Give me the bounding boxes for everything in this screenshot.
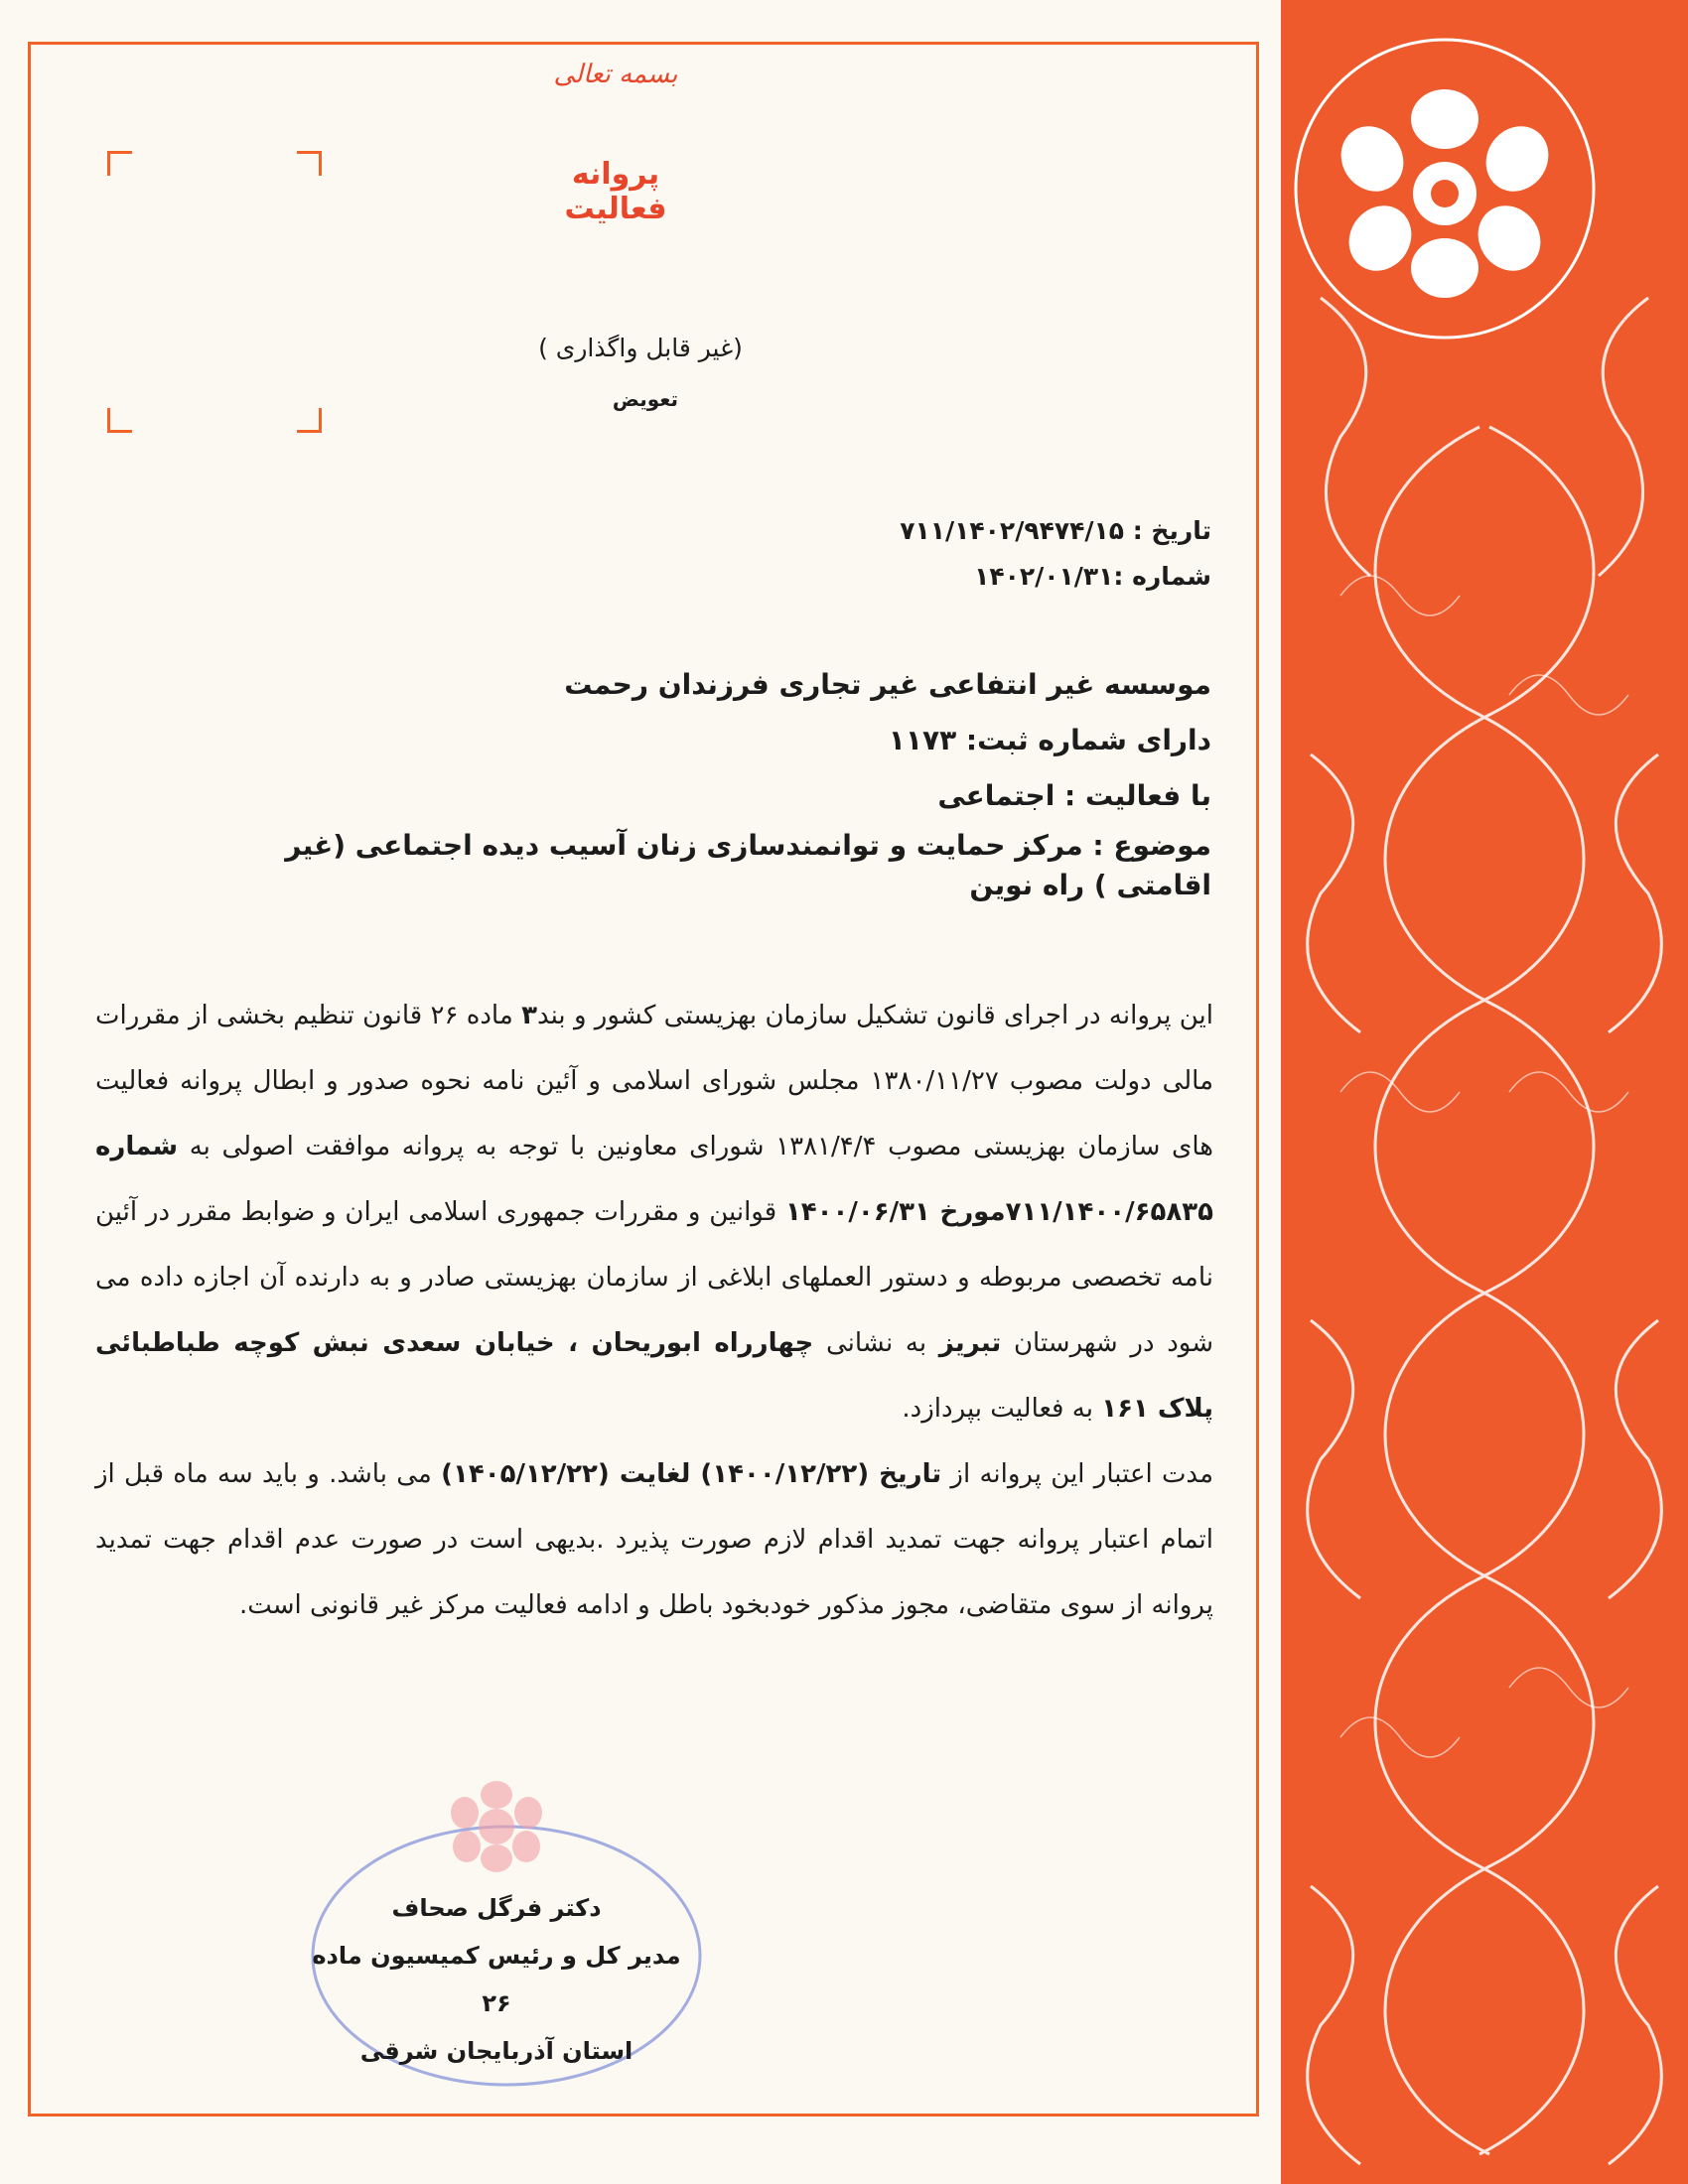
photo-corner-bottom-right — [297, 408, 322, 433]
p2-text-1: مدت اعتبار این پروانه از — [941, 1459, 1214, 1489]
license-body — [95, 983, 1213, 1638]
non-transferable-note: (غیر قابل واگذاری ) — [538, 334, 743, 362]
replacement-label: تعویض — [612, 387, 679, 411]
photo-placeholder — [107, 151, 322, 433]
registration-number: دارای شماره ثبت: ۱۱۷۳ — [888, 724, 1211, 756]
signatory-position: مدیر کل و رئیس کمیسیون ماده ۲۶ — [312, 1942, 681, 2017]
document-title: پروانه فعالیت — [564, 157, 667, 226]
p1-text-3: قوانین و مقررات جمهوری اسلامی ایران و ضوابط مقرر در آئین نامه تخصصی مربوطه و دستور العملهای ابلاغی از سازمان بهزیستی صادر و به دارنده آن اجازه داده می شود در شهرستان — [95, 1197, 1214, 1358]
subject-line: موضوع : مرکز حمایت و توانمندسازی زنان آسیب دیده اجتماعی (غیر اقامتی ) راه نوین — [285, 829, 1211, 901]
signatory-name: دکتر فرگل صحاف — [391, 1894, 602, 1922]
p1-text-4: به نشانی — [813, 1328, 939, 1358]
organization-emblem-icon — [1281, 0, 1609, 377]
p1-text-5: به فعالیت بپردازد. — [902, 1394, 1102, 1424]
p1-address: چهارراه ابوریحان ، خیابان سعدی نبش کوچه طباطبائی پلاک ۱۶۱ — [95, 1328, 1213, 1424]
photo-corner-top-right — [297, 151, 322, 176]
p1-approval-number: شماره ۷۱۱/۱۴۰۰/۶۵۸۳۵مورخ ۱۴۰۰/۰۶/۳۱ — [95, 1132, 1213, 1227]
license-paragraph-2 — [95, 1441, 1213, 1638]
p1-text-2: ماده ۲۶ قانون تنظیم بخشی از مقررات مالی دولت مصوب ۱۳۸۰/۱۱/۲۷ مجلس شورای اسلامی و آئین نامه نحوه صدور و ابطال پروانه فعالیت های سازمان بهزیستی مصوب ۱۳۸۱/۴/۴ شورای معاونین با توجه به پروانه موافقت اصولی به — [95, 1001, 1213, 1161]
organization-name: موسسه غیر انتفاعی غیر تجاری فرزندان رحمت — [564, 668, 1211, 701]
activity-type: با فعالیت : اجتماعی — [937, 779, 1211, 812]
p1-city: تبریز — [938, 1328, 1002, 1358]
signature-block — [298, 1884, 695, 2075]
decorative-side-panel — [1281, 0, 1688, 2184]
p1-clause-number: ۳ — [521, 1001, 537, 1030]
date-line: تاریخ : ۷۱۱/۱۴۰۲/۹۴۷۴/۱۵ — [900, 516, 1211, 545]
signatory-province: استان آذربایجان شرقی — [359, 2037, 633, 2065]
p2-validity-dates: تاریخ (۱۴۰۰/۱۲/۲۲) لغایت (۱۴۰۵/۱۲/۲۲) — [441, 1459, 942, 1489]
photo-corner-bottom-left — [107, 408, 132, 433]
license-paragraph-1 — [95, 983, 1213, 1441]
photo-corner-top-left — [107, 151, 132, 176]
p1-text-1: این پروانه در اجرای قانون تشکیل سازمان بهزیستی کشور و بند — [536, 1001, 1213, 1030]
basmala-heading: بسمه تعالی — [553, 60, 678, 89]
p2-text-2: می باشد. و باید سه ماه قبل از اتمام اعتبار پروانه جهت تمدید اقدام لازم صورت پذیرد .بدیهی است در صورت عدم اقدام جهت تمدید پروانه از سوی متقاضی، مجوز مذکور خودبخود باطل و ادامه فعالیت مرکز غیر قانونی است. — [95, 1459, 1213, 1620]
number-line: شماره :۱۴۰۲/۰۱/۳۱ — [974, 562, 1211, 591]
